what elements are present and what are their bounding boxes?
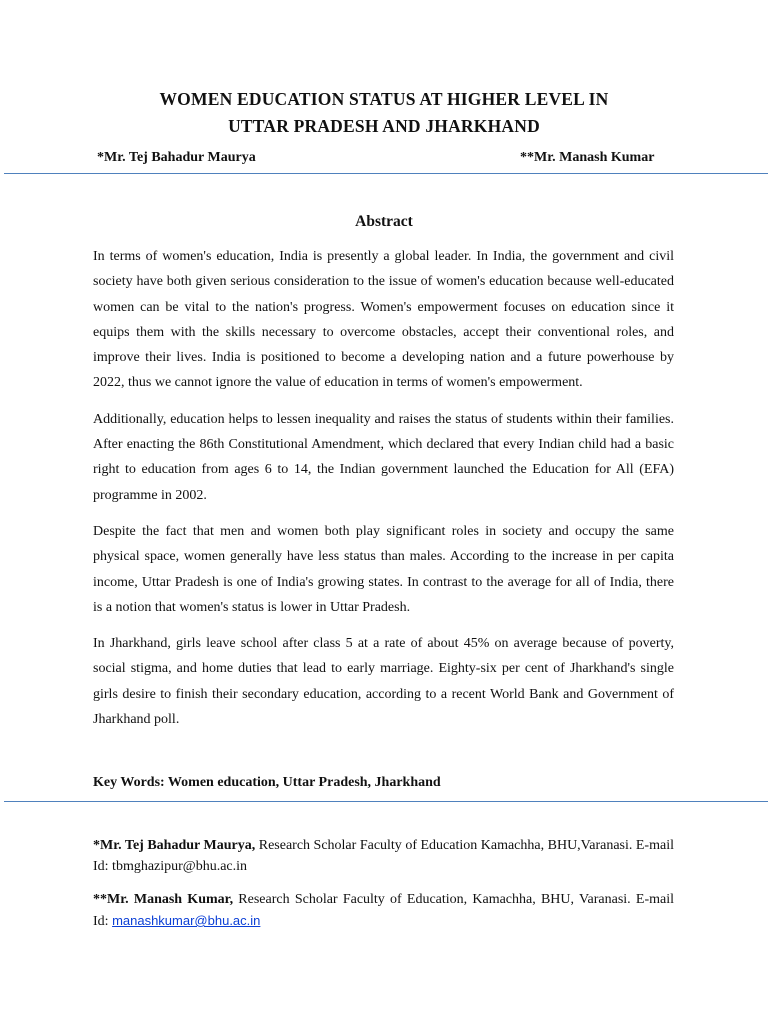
top-divider: [4, 173, 768, 174]
abstract-paragraph-1: In terms of women's education, India is presently a global leader. In India, the government and civil society have both given serious consideration to the issue of women's education because well-educated women can be vital to the nation's progress. Women's empowerment focuses on education since it equips them with the skills necessary to overcome obstacles, accept their conventional roles, and improve their lives. India is positioned to become a developing nation and a future powerhouse by 2022, thus we cannot ignore the value of education in terms of women's empowerment.: [93, 249, 674, 391]
email-link[interactable]: manashkumar@bhu.ac.in: [112, 913, 261, 928]
footnote-1: [93, 835, 674, 877]
abstract-paragraph-3: Despite the fact that men and women both play significant roles in society and occupy the same physical space, women generally have less status than males. According to the increase in per capita income, Uttar Pradesh is one of India's growing states. In contrast to the average for all of India, there is a notion that women's status is lower in Uttar Pradesh.: [93, 523, 674, 615]
author-1: *Mr. Tej Bahadur Maurya: [97, 150, 256, 165]
footnote-1-author: *Mr. Tej Bahadur Maurya,: [93, 838, 256, 853]
footnote-2-author: **Mr. Manash Kumar,: [93, 892, 234, 907]
author-2: **Mr. Manash Kumar: [520, 150, 655, 165]
footnote-2: [93, 889, 674, 932]
abstract-heading: Abstract: [355, 213, 413, 230]
abstract-paragraph-2: Additionally, education helps to lessen inequality and raises the status of students within their families. After enacting the 86th Constitutional Amendment, which declared that every Indian child had a basic right to education from ages 6 to 14, the Indian government launched the Education for All (EFA) programme in 2002.: [93, 411, 674, 503]
footnote-1-text: Research Scholar Faculty of Education Kamachha, BHU,Varanasi. E-mail Id: tbmghazipur@bhu.ac.in: [93, 838, 674, 874]
footnote-2-text: Research Scholar Faculty of Education, Kamachha, BHU, Varanasi. E-mail Id:: [93, 892, 674, 929]
author-line: [0, 150, 768, 170]
abstract-body: [93, 244, 674, 743]
footnotes: [93, 835, 674, 944]
bottom-divider: [4, 801, 768, 802]
paper-title: [60, 86, 708, 140]
title-line-2: UTTAR PRADESH AND JHARKHAND: [228, 116, 540, 136]
keywords: Key Words: Women education, Uttar Pradesh, Jharkhand: [93, 775, 441, 790]
abstract-paragraph-4: In Jharkhand, girls leave school after class 5 at a rate of about 45% on average because of poverty, social stigma, and home duties that lead to early marriage. Eighty-six per cent of Jharkhand's single girls desire to finish their secondary education, according to a recent World Bank and Government of Jharkhand poll.: [93, 636, 674, 728]
title-line-1: WOMEN EDUCATION STATUS AT HIGHER LEVEL IN: [159, 89, 609, 109]
